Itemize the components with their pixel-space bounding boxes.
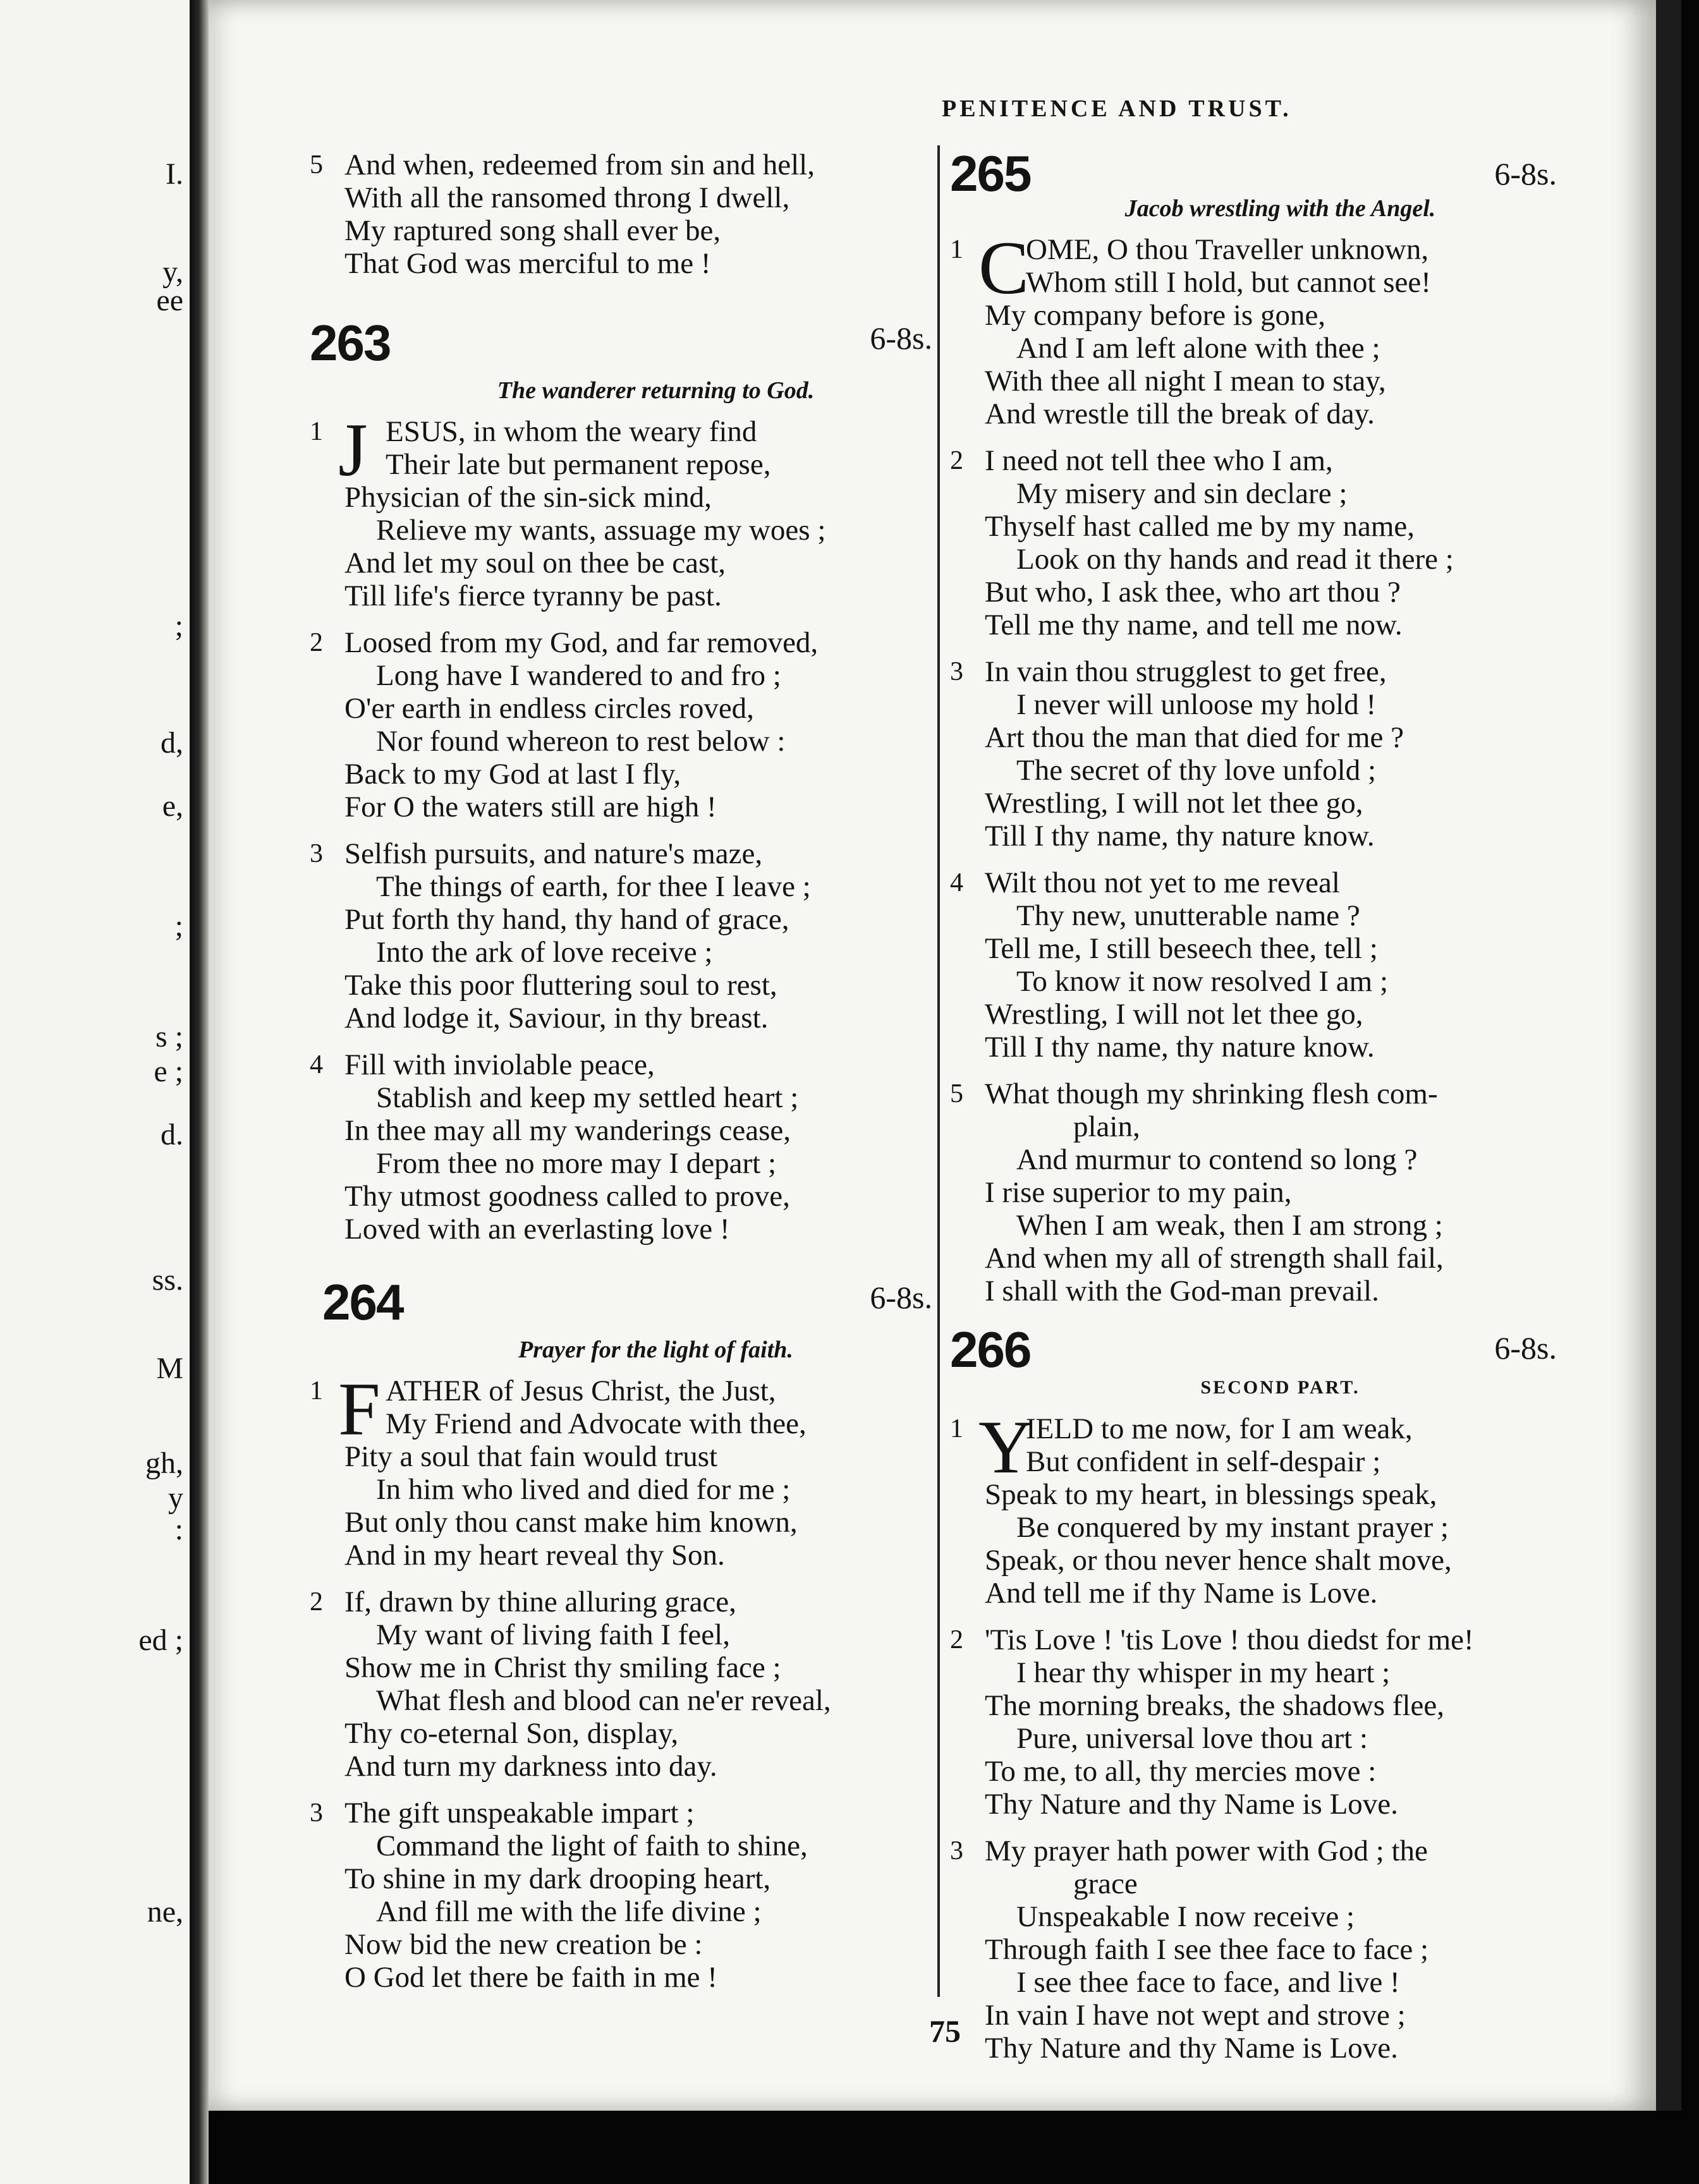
stanza-number: 3: [310, 839, 323, 868]
stanza-number: 4: [310, 1050, 323, 1079]
stanza-number: 3: [950, 657, 963, 686]
verse-line: Their late but permanent repose,: [386, 448, 771, 481]
verse-line: Long have I wandered to and fro ;: [376, 659, 781, 692]
verse-line: The things of earth, for thee I leave ;: [376, 870, 811, 903]
drop-cap: F: [338, 1367, 381, 1451]
drop-cap: C: [978, 226, 1030, 310]
hymn-number: 263: [310, 315, 391, 371]
facing-page-fragment: ss.: [152, 1263, 183, 1297]
hymn-header: [934, 145, 1557, 202]
book-spine: [190, 0, 209, 2184]
verse-line: But confident in self-despair ;: [1026, 1445, 1381, 1478]
verse-line: What though my shrinking flesh com-: [985, 1077, 1438, 1110]
hymnal-page: [209, 0, 1681, 2111]
verse-line: Through faith I see thee face to face ;: [985, 1933, 1429, 1966]
stanza: [310, 1367, 932, 1572]
facing-page-fragment: I.: [166, 157, 183, 191]
verse-line: Till life's fierce tyranny be past.: [344, 579, 722, 612]
verse-line: And murmur to contend so long ?: [1016, 1143, 1418, 1176]
facing-page-fragment: ne,: [147, 1895, 183, 1929]
stanza: [934, 655, 1557, 852]
verse-line: With thee all night I mean to stay,: [985, 365, 1386, 397]
verse-line: For O the waters still are high !: [344, 791, 717, 823]
verse-line: Thy Nature and thy Name is Love.: [985, 2032, 1398, 2065]
verse-line: Now bid the new creation be :: [344, 1928, 703, 1961]
stanza: [310, 408, 932, 612]
stanza: [310, 1586, 932, 1783]
verse-line: I need not tell thee who I am,: [985, 444, 1333, 477]
verse-line: IELD to me now, for I am weak,: [1026, 1412, 1413, 1445]
stanza-number: 3: [310, 1799, 323, 1828]
verse-line: And let my soul on thee be cast,: [344, 547, 726, 579]
verse-line: Thy utmost goodness called to prove,: [344, 1180, 790, 1213]
stanza: [934, 1835, 1557, 2065]
facing-page-fragment: d,: [161, 726, 183, 760]
facing-page-fragment: ;: [174, 609, 183, 643]
facing-page-edge: [0, 0, 196, 2184]
verse-line: Tell me thy name, and tell me now.: [985, 609, 1403, 641]
verse-line: Into the ark of love receive ;: [376, 936, 713, 969]
verse-line: Pity a soul that fain would trust: [344, 1440, 718, 1473]
verse-line: And tell me if thy Name is Love.: [985, 1577, 1378, 1610]
verse-line: Wrestling, I will not let thee go,: [985, 787, 1363, 820]
facing-page-fragment: y: [168, 1481, 183, 1515]
stanza-number: 1: [950, 1414, 963, 1443]
verse-line: I never will unloose my hold !: [1016, 688, 1377, 721]
verse-line: Show me in Christ thy smiling face ;: [344, 1651, 781, 1684]
verse-line: O'er earth in endless circles roved,: [344, 692, 754, 725]
verse-line: In thee may all my wanderings cease,: [344, 1114, 791, 1147]
hymn-subtitle: Jacob wrestling with the Angel.: [1124, 195, 1436, 222]
verse-line: And wrestle till the break of day.: [985, 397, 1375, 430]
stanza-number: 1: [950, 235, 963, 264]
hymn-subtitle: Prayer for the light of faith.: [518, 1337, 793, 1363]
facing-page-fragment: :: [174, 1513, 183, 1546]
stanza-number: 5: [310, 150, 323, 179]
verse-line: And I am left alone with thee ;: [1016, 332, 1380, 365]
hymn-header: [310, 1271, 932, 1334]
verse-line: The morning breaks, the shadows flee,: [985, 1689, 1444, 1722]
verse-line: Loosed from my God, and far removed,: [344, 626, 819, 659]
verse-line: Whom still I hold, but cannot see!: [1026, 266, 1431, 299]
verse-line: In vain thou strugglest to get free,: [985, 655, 1387, 688]
verse-line: What flesh and blood can ne'er reveal,: [376, 1684, 831, 1717]
verse-line: And when my all of strength shall fail,: [985, 1242, 1444, 1275]
stanza-number: 2: [310, 1587, 323, 1617]
hymn-subtitle: SECOND PART.: [1200, 1377, 1360, 1398]
hymn-264: [310, 1271, 932, 1994]
stanza-number: 3: [950, 1836, 963, 1866]
drop-cap: J: [338, 408, 368, 492]
verse-line: The gift unspeakable impart ;: [344, 1797, 695, 1829]
stanza: [934, 226, 1557, 430]
verse-line: Be conquered by my instant prayer ;: [1016, 1511, 1449, 1544]
stanza: [310, 626, 932, 823]
verse-line: Speak, or thou never hence shalt move,: [985, 1544, 1452, 1577]
facing-page-fragment: gh,: [145, 1447, 183, 1480]
verse-line: grace: [1073, 1867, 1138, 1900]
verse-line: I rise superior to my pain,: [985, 1176, 1292, 1209]
stanza: [934, 1405, 1557, 1610]
verse-line: Wilt thou not yet to me reveal: [985, 866, 1340, 899]
verse-line: Nor found whereon to rest below :: [376, 725, 786, 758]
stanza: [934, 1623, 1557, 1821]
verse-line: And in my heart reveal thy Son.: [344, 1539, 725, 1572]
verse-line: Tell me, I still beseech thee, tell ;: [985, 932, 1378, 965]
verse-line: 'Tis Love ! 'tis Love ! thou diedst for me!: [985, 1623, 1474, 1656]
drop-cap: Y: [978, 1405, 1033, 1489]
facing-page-fragment: e,: [162, 789, 183, 823]
verse-line: O God let there be faith in me !: [344, 1961, 717, 1994]
verse-line: Till I thy name, thy nature know.: [985, 820, 1375, 852]
verse-line: My prayer hath power with God ; the: [985, 1835, 1428, 1867]
facing-page-fragment: e ;: [154, 1055, 183, 1088]
verse-line: When I am weak, then I am strong ;: [1016, 1209, 1443, 1242]
stanza-number: 2: [310, 628, 323, 657]
hymn-265: [934, 145, 1557, 1307]
verse-line: My Friend and Advocate with thee,: [386, 1407, 807, 1440]
stanza-number: 2: [950, 446, 963, 475]
verse-line: And fill me with the life divine ;: [376, 1895, 762, 1928]
verse-line: I see thee face to face, and live !: [1016, 1966, 1400, 1999]
verse-line: I shall with the God-man prevail.: [985, 1275, 1379, 1307]
hymn-subtitle: The wanderer returning to God.: [497, 377, 815, 404]
verse-line: ESUS, in whom the weary find: [386, 415, 757, 448]
facing-page-fragment: ee: [156, 284, 183, 317]
verse-line: Fill with inviolable peace,: [344, 1048, 655, 1081]
verse-line: Pure, universal love thou art :: [1016, 1722, 1368, 1755]
verse-line: ATHER of Jesus Christ, the Just,: [386, 1374, 776, 1407]
stanza: [310, 1797, 932, 1994]
verse-line: And lodge it, Saviour, in thy breast.: [344, 1002, 769, 1034]
verse-line: plain,: [1073, 1110, 1140, 1143]
stanza-number: 1: [310, 417, 323, 446]
verse-line: Art thou the man that died for me ?: [985, 721, 1404, 754]
hymn-number: 265: [950, 145, 1031, 202]
hymn-262-ending: [310, 149, 932, 280]
verse-line: My raptured song shall ever be,: [344, 214, 721, 247]
hymn-header: [310, 312, 932, 375]
verse-line: To shine in my dark drooping heart,: [344, 1862, 771, 1895]
verse-line: OME, O thou Traveller unknown,: [1026, 233, 1429, 266]
facing-page-fragment: ;: [174, 909, 183, 943]
stanza-number: 2: [950, 1625, 963, 1654]
verse-line: To know it now resolved I am ;: [1016, 965, 1389, 998]
facing-page-fragment: M: [156, 1352, 183, 1385]
verse-line: And turn my darkness into day.: [344, 1750, 717, 1783]
page-number: 75: [929, 2013, 961, 2049]
stanza: [310, 837, 932, 1034]
verse-line: Take this poor fluttering soul to rest,: [344, 969, 777, 1002]
hymn-meter: 6-8s.: [1494, 1330, 1557, 1366]
verse-line: From thee no more may I depart ;: [376, 1147, 777, 1180]
facing-page-fragment: y,: [162, 255, 183, 289]
stanza: [934, 1077, 1557, 1307]
verse-line: Thy new, unutterable name ?: [1016, 899, 1360, 932]
verse-line: My want of living faith I feel,: [376, 1618, 730, 1651]
running-head: PENITENCE AND TRUST.: [942, 95, 1292, 122]
verse-line: Physician of the sin-sick mind,: [344, 481, 712, 514]
verse-line: To me, to all, thy mercies move :: [985, 1755, 1377, 1788]
stanza-number: 5: [950, 1079, 963, 1108]
verse-line: Command the light of faith to shine,: [376, 1829, 808, 1862]
hymn-number: 264: [322, 1274, 403, 1330]
stanza-number: 4: [950, 868, 963, 897]
verse-line: And when, redeemed from sin and hell,: [344, 149, 815, 181]
verse-line: That God was merciful to me !: [344, 247, 711, 280]
verse-line: Look on thy hands and read it there ;: [1016, 543, 1454, 576]
verse-line: Selfish pursuits, and nature's maze,: [344, 837, 763, 870]
stanza: [934, 866, 1557, 1064]
hymn-number: 266: [950, 1321, 1031, 1378]
verse-line: I hear thy whisper in my heart ;: [1016, 1656, 1391, 1689]
verse-line: In him who lived and died for me ;: [376, 1473, 791, 1506]
verse-line: Thyself hast called me by my name,: [985, 510, 1415, 543]
hymn-meter: 6-8s.: [870, 1280, 932, 1315]
hymn-meter: 6-8s.: [870, 320, 932, 356]
verse-line: If, drawn by thine alluring grace,: [344, 1586, 736, 1618]
stanza: [310, 1048, 932, 1246]
verse-line: But only thou canst make him known,: [344, 1506, 798, 1539]
verse-line: Put forth thy hand, thy hand of grace,: [344, 903, 789, 936]
verse-line: In vain I have not wept and strove ;: [985, 1999, 1406, 2032]
hymn-263: [310, 312, 932, 1246]
verse-line: Relieve my wants, assuage my woes ;: [376, 514, 826, 547]
stanza: [310, 149, 932, 280]
hymn-header: [934, 1321, 1557, 1378]
stanza: [934, 444, 1557, 641]
hymn-266: [934, 1321, 1557, 2065]
verse-line: But who, I ask thee, who art thou ?: [985, 576, 1401, 609]
facing-page-fragment: s ;: [155, 1020, 183, 1053]
verse-line: The secret of thy love unfold ;: [1016, 754, 1377, 787]
facing-page-fragment: ed ;: [138, 1623, 183, 1657]
verse-line: Wrestling, I will not let thee go,: [985, 998, 1363, 1031]
left-column: [310, 149, 932, 2008]
verse-line: Till I thy name, thy nature know.: [985, 1031, 1375, 1064]
verse-line: Stablish and keep my settled heart ;: [376, 1081, 799, 1114]
verse-line: Thy Nature and thy Name is Love.: [985, 1788, 1398, 1821]
right-column: [934, 145, 1557, 2078]
verse-line: My company before is gone,: [985, 299, 1326, 332]
verse-line: Thy co-eternal Son, display,: [344, 1717, 679, 1750]
verse-line: Unspeakable I now receive ;: [1016, 1900, 1355, 1933]
hymn-meter: 6-8s.: [1494, 156, 1557, 191]
facing-page-fragment: d.: [161, 1118, 183, 1151]
stanza-number: 1: [310, 1376, 323, 1405]
verse-line: Speak to my heart, in blessings speak,: [985, 1478, 1437, 1511]
verse-line: Back to my God at last I fly,: [344, 758, 681, 791]
verse-line: Loved with an everlasting love !: [344, 1213, 730, 1246]
verse-line: With all the ransomed throng I dwell,: [344, 181, 790, 214]
verse-line: My misery and sin declare ;: [1016, 477, 1348, 510]
